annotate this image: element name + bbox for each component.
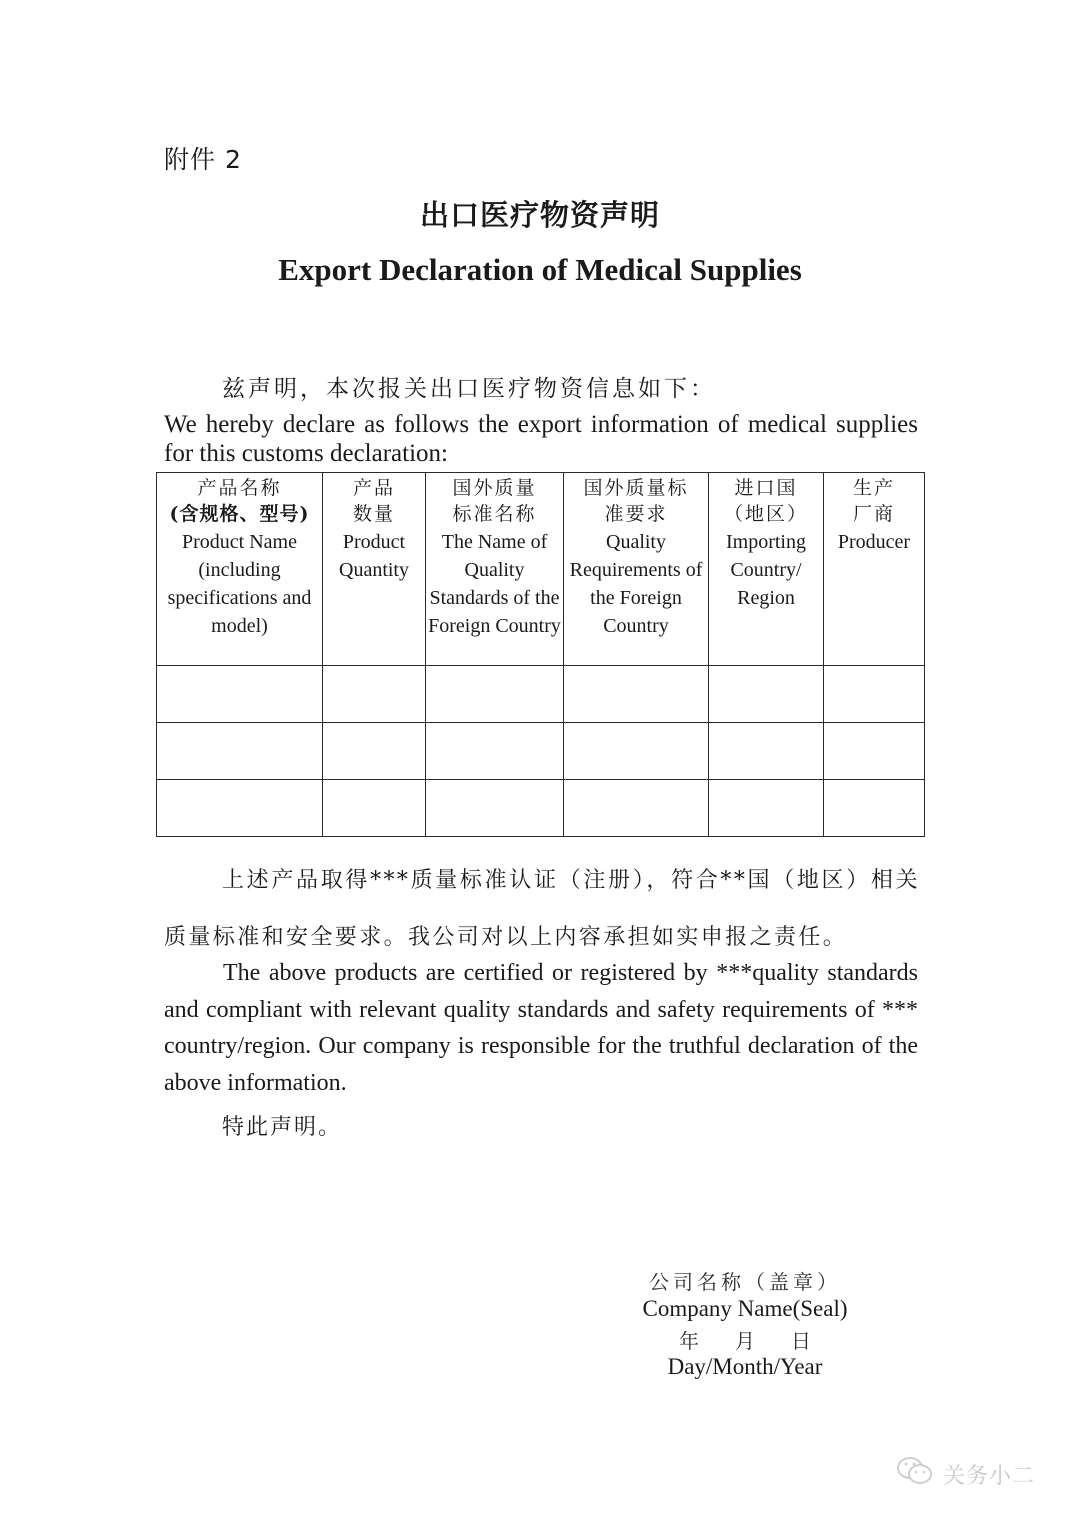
column-header-producer	[824, 473, 925, 666]
column-header-cn-sub: 标准名称	[452, 503, 537, 525]
column-header-en: Importing Country/ Region	[726, 531, 806, 609]
table-cell	[323, 666, 426, 723]
column-header-cn-sub: 数量	[352, 503, 395, 525]
date-year-cn: 年	[679, 1329, 699, 1353]
table-cell	[323, 723, 426, 780]
column-header-en: Product Quantity	[339, 531, 409, 581]
table-cell	[824, 780, 925, 837]
column-header-cn: 产品名称	[197, 477, 282, 499]
watermark-text: 关务小二	[943, 1463, 1036, 1489]
column-header-en: Quality Requirements of the Foreign Country	[569, 531, 703, 637]
table-cell	[426, 723, 564, 780]
date-month-cn: 月	[735, 1329, 755, 1353]
table-cell	[157, 666, 323, 723]
table-cell	[824, 723, 925, 780]
intro-english: We hereby declare as follows the export information of medical supplies for this customs declaration:	[164, 411, 918, 467]
column-header-cn-sub: （地区）	[723, 503, 808, 525]
column-header-quality-requirements	[564, 473, 709, 666]
attachment-label: 附件 2	[164, 145, 242, 174]
column-header-cn: 国外质量标	[583, 477, 689, 499]
table-cell	[323, 780, 426, 837]
company-name-seal-cn: 公司名称（盖章）	[649, 1270, 841, 1294]
watermark	[895, 1455, 1035, 1493]
column-header-product-quantity	[323, 473, 426, 666]
column-header-cn: 生产	[852, 477, 895, 499]
title-chinese: 出口医疗物资声明	[419, 198, 660, 232]
table-cell	[709, 780, 824, 837]
table-cell	[157, 780, 323, 837]
date-day-cn: 日	[791, 1329, 811, 1353]
column-header-importing-country	[709, 473, 824, 666]
table-cell	[426, 666, 564, 723]
column-header-en: Product Name (including specifications and model)	[167, 531, 312, 637]
table-cell	[426, 780, 564, 837]
closing-statement: 特此声明。	[222, 1115, 343, 1140]
table-cell	[564, 780, 709, 837]
column-header-quality-standards-name	[426, 473, 564, 666]
table-cell	[709, 666, 824, 723]
table-cell	[709, 723, 824, 780]
column-header-en: Producer	[837, 531, 911, 553]
table-row	[157, 666, 925, 723]
column-header-cn: 产品	[352, 477, 395, 499]
table-row	[157, 780, 925, 837]
column-header-cn: 国外质量	[452, 477, 537, 499]
wechat-icon	[895, 1455, 943, 1493]
column-header-product-name	[157, 473, 323, 666]
table-header-row	[157, 473, 925, 666]
date-en: Day/Month/Year	[667, 1354, 823, 1379]
intro-chinese: 兹声明，本次报关出口医疗物资信息如下：	[222, 376, 716, 402]
column-header-en: The Name of Quality Standards of the Foreign Country	[428, 531, 561, 637]
table-cell	[824, 666, 925, 723]
column-header-cn-sub: 厂商	[852, 503, 895, 525]
table-cell	[564, 666, 709, 723]
table-cell	[564, 723, 709, 780]
column-header-cn-sub: (含规格、型号)	[169, 503, 310, 525]
table-cell	[157, 723, 323, 780]
column-header-cn-sub: 准要求	[604, 503, 668, 525]
table-row	[157, 723, 925, 780]
statement-english: The above products are certified or registered by ***quality standards and compliant with relevant quality standards and safety requirements of *** country/region. Our company is responsible for the truthful declaration of the above information.	[164, 960, 918, 1096]
company-name-seal-en: Company Name(Seal)	[642, 1296, 848, 1321]
declaration-table	[156, 472, 925, 837]
title-english: Export Declaration of Medical Supplies	[278, 252, 802, 287]
statement-chinese: 上述产品取得***质量标准认证（注册），符合**国（地区）相关质量标准和安全要求。我公司对以上内容承担如实申报之责任。	[164, 868, 920, 950]
date-cn	[600, 1325, 890, 1354]
column-header-cn: 进口国	[734, 477, 798, 499]
